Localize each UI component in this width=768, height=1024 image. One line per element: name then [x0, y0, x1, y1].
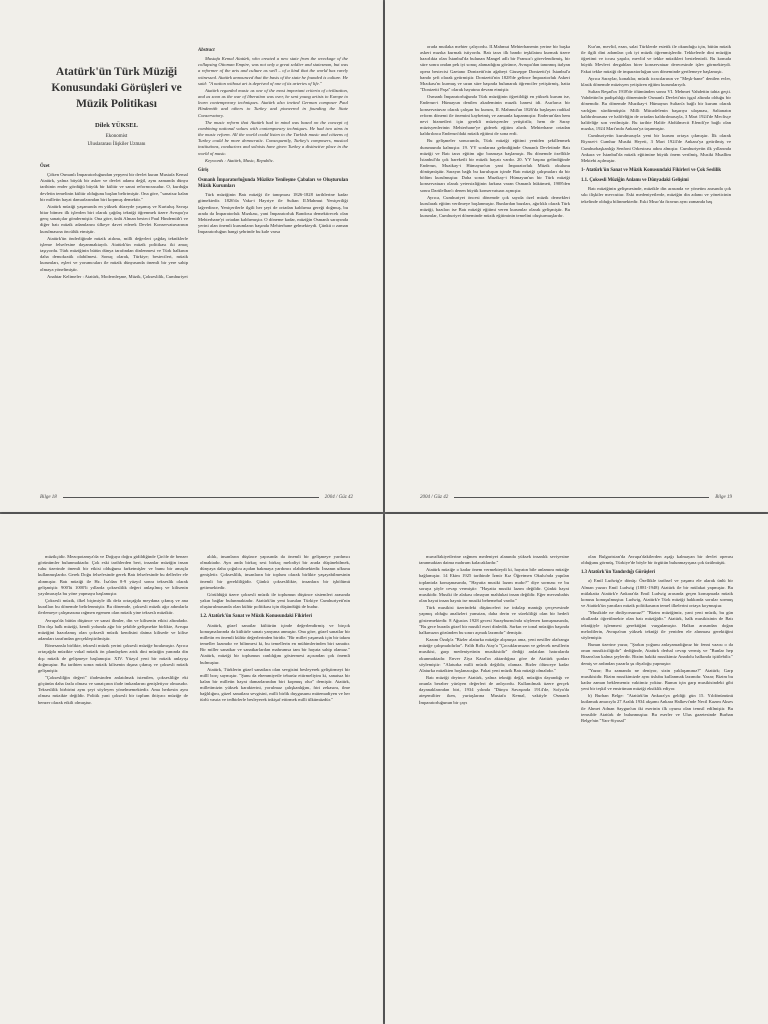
keywords-en: Keywords : Atatürk, Music, Republic. [205, 157, 275, 163]
paragraph: alılık, insanların düşünce yapısında da önemli bir gelişmeye yardımcı olmaktadır. Ayrı anda birkaç sesi birkaç melodiyi bir arada düşünebilmek, dünyaya daha çoğulcu açıdan bakmaya yardımcı olabilmektedir. İnsanın ufkunu genişletir. Çokseslilik, insanların bir toplum olarak birlikte yaşayabilmesinin önemli bir gerekliliğidir. Çünkü çokseslilikte, insanlara bir işbölümü getirmektedir. [200, 554, 350, 590]
paragraph: Çoksesli müzik, ilkel biçimiyle ilk defa ortaçağda meydana çıkmış ve ana kuralları bu dönemde belirlenmiştir. Bu dönemde, çoksesli müzik ağır adımlarla ilerlemeye çalışmasına rağmen egemen olan müzik yine tekseslı müziktir. [38, 598, 188, 616]
paragraph: Görüldüğü üzere çoksesli müzik ile toplumun düşünce sistemleri arasında yakın bağlar bulunmaktadır. Atatürk'ün yeni kurulan Türkiye Cumhuriyeti'nin oluşturulmasında olan kültür politikası için düşündüğü de budur. [200, 591, 350, 610]
subsection-heading: 1.1. Çoksesli Müziğin Anlamı ve Dünyadaki Gelişimi [581, 178, 689, 184]
author-name [44, 122, 189, 129]
paragraph: "Yazar; Bu zamanda ne deniyor, sizin yaklaşımınız?" Atatürk; Garp musikisidir. Bizim musikimizde aynı üslubu kullanmak lazımdır. Yazar; Bizim bu kadar zaman beklememiz vaktimiz yoktur. Bunun için garp musikisindeki gibi yeni bir teşkil ve enstrüman müziği eksiklik ediyor. [581, 667, 733, 692]
paragraph: Sultan Reşad'ın 1918'de ölümünden sonra VI. Mehmet Vahdettin tahta geçti. Vahdettin'in padişahlığı döneminde Osmanlı Devleti'nin işgal altında olduğu bir dönemdir. Bu dönemde Muzikay-i Hümayun Sultan'a bağlı bir kurum olarak varlığını sürdürmüştür. Milli Mücadelenin başarıya ulaşması, Saltanatın kaldırılmasına ve halifeliğin de ortadan kaldırılmasıyla, 3 Mart 1924'de Meclisçe halifeliğe son verilmiştir. Bu tarihte Halife Abdülmecit Efendi'ye bağlı olan mızıka, 1924 Mart'ında Ankara'ya taşınmıştır. [581, 89, 731, 132]
paragraph: The music reform that Atatürk had in mind was based on the concept of combining national values with contemporary techniques. He had two aims in the music reform. All the world could listen to the Turkish music and citizens of Turkey could be more democratic. Consequently, Turkey's composers, musical institutions, conductors and soloists have given Turkey a distinctive place in the world of music. [198, 119, 348, 156]
paragraph: Atatürk'ün önderliğinde müzik atılımı, milli değerleri çağdaş tekniklerle işleme felsefesine dayanmaktaydı. Atatürk'ün müzik politikası iki amaç taşıyordu. Türk müziğinin bütün dünya tarafından dinlenmesi ve Türk halkının daha demokratik olabilmesi. Sonuç olarak, Türkiye; bestecileri, müzik kurumları, eşleri ve yorumcuları ile müzik dünyasında önemli bir yere sahip olmaya yöneltmiştir. [40, 235, 188, 272]
page-1 [0, 0, 383, 512]
column-right [581, 554, 733, 1009]
column-right [200, 554, 350, 1009]
paragraph: orada mutlaka mehter çalıyordu. II.Mahmut Mehterhanenin yerine bir başka askeri mızıka kurmak istiyordu. Batı tarzı ilk bando teşkilatını kurmak üzere hazırlıkta olan İstanbul'da bulunan Mangel adlı bir Fransız'ı görevlendirmiş, bir süre sonra ondan pek iyi sonuç alamadığını görünce, Avrupa'dan tanınmış italyan opera bestecisi Gaetano Donizetti'nin ağabeyi Giuseppe Donizetti'yi İstanbul'a bando şefi olarak getirmiştir. Donizetti'nin 1828'de gelince İmparatorluk Askeri Mızıkası'nı kurmuş ve uzun süre başında bulunarak öğrenciler yetiştirmiş, hatta "Donizetti Paşa" olarak hayatına devam etmiştir. [420, 44, 570, 93]
abstract-heading: Abstract [198, 48, 215, 53]
paragraph: Cumhuriyetin kurulmasıyla yeni bir kurum ortaya çıkmıştır. İlk olarak Riyaset-i Cumhur Musiki Heyeti, 3 Mart 1924'de Ankara'ya getirilmiş ve Cumhurbaşkanlığı Senfoni Orkestrası adını almıştır. Cumhuriyetin ilk yıllarında Ankara ve İstanbul'da müzik eğitimine büyük önem verilmiş, Musiki Muallim Mektebi açılmıştır. [581, 133, 731, 163]
page-number: Bilge 19 [715, 495, 732, 500]
paragraph: Kazım Özalp'a "Bizler alaturka müziğe alışmışız ama, yeni nesiller alafranga müziğe çalışmalıdırlar". Falih Rıfkı Atay'a "Çocuklarımızın ve gelecek nesillerin musikisi, garp medeniyetinin musikisidir" dediği anlatılan hatıralarda okunmaktadır. Enver Ziya Karal'ın aktardığına göre de Atatürk şunları söylemiştir: "Alaturka milli müzik değildir, olamaz. Bizler ölünceye kadar Alaturka müzikten hoşlanacağız. Fakat yeni müzik Batı müziği olmalıdır." [419, 637, 569, 673]
footer-rule [454, 497, 709, 498]
paragraph: Rönesansla birlikte, teksesli müzik yerini çoksesli müziğe bırakmıştır. Ayrıca ortaçağda müzikte vokal müzik ön plandayken artık dini müziğin yanında din dışı müzik de gelişmeye başlamıştır. XIV. Yüzyıl yeni bir müzik anlayışı doğmuştur. Bu tarihten sonra müzik kilisenin dışına çıkmış ve çoksesli müzik gelişmiştir. [38, 643, 188, 673]
column-left [38, 554, 188, 1009]
author-affiliation [44, 133, 189, 149]
paragraph: Çöken Osmanlı İmparatorluğundan yepyeni bir devlet kuran Mustafa Kemal Atatürk, yalnız büyük bir asker ve devlet adamı değil, aynı zamanda dünya tarihinin ender gördüğü büyük bir kültür ve sanat reformcusudur. O, kurduğu devletin temelinin kültür olduğunu başlan belirtmiştir. Ona göre, "sanatsız kalan bir milletin hayat damarlarından biri kopmuş demektir." [40, 172, 188, 202]
section-heading: 1.3 Atatürk'ün Yandırdığı Görüşleri [581, 570, 655, 576]
paragraph: Atatürk regarded music as one of the most important criteria of civilization, and as soon as the war of liberation was over, he sent young artists to Europe to learn contemporary techniques. Atatürk also invited German composer Paul Hindemith and others to Turkey and pioneered in founding the State Conservatory. [198, 87, 348, 118]
paragraph: olan Bulgaristan'da Avrupa'dakilerden aşağı kalmayan bir devlet operası olduğunu görmüş, Türkiye'de böyle bir örgütün bulunmayışına çok üzülmüştü. [581, 554, 733, 566]
paragraph: Bu gelişmeler sonucunda, Türk müziği eğitimi yeniden şekillenmek durumunda kalmıştır. 19. YY sonlarına gelindiğinde Osmanlı Devletinde Batı müziği ve Batı tarzı eğitim ağır basmaya başlamıştı. Bu dönemde özellikle İstanbul'da çok hareketli bir müzik hayatı vardır. 20. YY başına gelindiğinde Enderun, Muzikay-i Hümayun'un yani İmparatorluk Müzik okulunu dönüşmüştür. Sarayın bağlı bu kuruluşun içinde Batı müziği çalışmaları da bir bölüm kurulmuştur. Daha sonra Muzikay-i Hümayun'un bir Türk müziği konservatuarı olarak yetersizliğinin farkına varan Osmanlı hükümeti, 1908'den sonra Darülelhan'ı denen büyük konservatuarı açmıştır. [420, 138, 570, 193]
paragraph: Atatürk müziğe o kadar önem vermekteydi ki, hayatın bile anlamını müziğe bağlamıştır. 14 Ekim 1925 tarihinde İzmir Kız Öğretmen Okulu'nda yapılan toplantıda konuşmasında, "Hayatta musiki lazım mıdır?" diye sorması ve bu soruya şöyle cevap vermiştir: "Hayatta musiki lazım değildir. Çünkü hayat musikidir. Musiki ile alakası olmayan mahlukat insan değildir. Eğer mevzubahis olan hayat insan hayatı ise musiki behemehal vardır." [419, 567, 569, 604]
author-text: Dilek YÜKSEL [95, 122, 138, 129]
ozet-heading: Özet [40, 164, 50, 169]
section-heading: Osmanlı İmparatorluğunda Müzikte Yenileşme Çabaları ve Oluşturulan Müzik Kurumları [198, 177, 348, 190]
section-heading: 1- Atatürk'ün Sanat ve Müzik Konusundaki Fikirleri ve Çok Seslilik [581, 167, 722, 173]
page-4 [385, 514, 768, 1024]
page-3 [0, 514, 383, 1024]
column-left [420, 44, 570, 484]
page-number: Bilge 18 [40, 495, 57, 500]
paragraph: Mustafa Kemal Atatürk, who created a new state from the wreckage of the collapsing Ottoman Empire, was not only a great soldier and statesman, but was a reformer of the arts and culture as well – of a kind that the world has rarely witnessed. Atatürk announced that the basis of the state he founded is culture. He said: "A nation without art is deprived of one of its arteries of life." [198, 56, 348, 86]
column-right [581, 44, 731, 484]
abstract-column [198, 44, 348, 489]
paragraph: a) Emil Ludwig'e dönüş: Özellikle tarihsel ve yaşamı ele alarak ünlü bir Alman yazarı Emil Ludwig (1881-1948) Atatürk ile bir mülakat yapmıştır. Bu mülakatta Atatürk'e Ankara'da Emil Ludwig arasında geçen konuşmada müzik konusu konuşulmuştur. Ludwig, Atatürk'e Türk müziği hakkında sorular sormuş ve Atatürk'ün yanıtları müzik politikasının temel ilkelerini ortaya koymuştur. [581, 578, 733, 609]
page-2 [385, 0, 768, 512]
issue-label: 2004 / Güz 42 [324, 495, 353, 500]
paragraph: muvaffakiyetlerine rağmen medeniyet alanında yüksek insanlık seviyesine tanınmaktan daima mahrum kalacaklardır." [419, 554, 569, 566]
paragraph: Bunun üzerine yazar, "Şarkın yoğunu anlayamadığınız bir fenni vazısı o da onun musikiciliğidir" dediğinde, Atatürk derhal cevap vermiş ve "Bunlar hep Bizans'tan kalma şeylerdir. Bizim hakiki musikimiz Anadolu halkında işitilebilir." demiş ve ardından yazarla şu diyaloğu yapmıştır: [581, 642, 733, 666]
paragraph: Türk müziğinin Batı müziği ile tanışması 1826-1828 tarihlerine kadar gitmektedir. 1826'da Vaka-i Hayriye ile Sultan II.Mahmut Yeniçeriliği lağvedince, Yeniçerilerle ilgili her şeyi de ortadan kaldırma gereği doğmuş, bu arada da İmparatorluk Mızıkası, yani İmparatorluk Bandosu demektirecek olan Mehterhane'yi ortadan kaldırmıştır. O döneme kadar, müziğin Osmanlı sarayında yerini alan önemli kurumların başında Mehterhane gelmekteydi. Çünkü o zaman İmparatorluğun hangi şehrinde bu kale varsa [198, 192, 348, 235]
section-heading: 1.2. Atatürk'ün Sanat ve Müzik Konusundaki Fikirleri [200, 614, 312, 620]
paragraph: Ayrıca, Cumhuriyet öncesi dönemde çok sayıda özel müzik dernekleri kurularak eğitim verilmeye başlanmıştır. Bunlardan bazıları, ağırlıklı olarak Türk müziği, bazıları ise Batı müziği eğitimi veren kurumlar olarak gelişmiştir. Bu kurumlar, Cumhuriyet döneminde müzik eğitiminin temelini oluşturmuşlardır. [420, 194, 570, 219]
paragraph: "Musikide ne dinliyorsunuz?" "Bizim müziğimiz, yani yeni müzik, bu gün okullarda öğretilmekte olan batı müziğidir." Atatürk, halk musikisinin de Batı tekniğiyle işlenmesi gerektiğini vurgulamıştır. Halkın arasından doğan melodilerin, Avrupa'nın yüksek tekniği ile yeniden ele alınması gerektiğini söylemiştir. [581, 610, 733, 640]
issue-label: 2004 / Güz 42 [420, 495, 449, 500]
paragraph: Atatürk müziği yaşamında en yüksek düzeyde yaşamış ve Kurtuluş Savaşı bitar bitmez ilk işlerden biri olarak çağdaş tekniği öğrenmek üzere Avrupa'ya genç sanatçılar göndermiştir. Ona göre, ünlü Alman besteci Paul Hindemith'i ve diğer batı müzik adamlarını ülkeye davet ederek Devlet Konservatuvarının kurulmasına öncülük etmiştir. [40, 203, 188, 234]
page-footer [420, 495, 732, 500]
article-title: Atatürk'ün Türk Müziği Konusundaki Görüşleri ve Müzik Politikası [51, 66, 182, 110]
affiliation-line-2: Uluslararası İlişkiler Uzmanı [87, 142, 146, 147]
paragraph: Batı müziğinin gelişmesinde, müzikle din arasında ve yönetim arasında çok sıkı ilişkiler mevcuttur. Eski medeniyetlerde, müziğin din adamı ve yöneticinin tekelinde olduğu bilinmektedir. Eski Mısır'da firavun aynı zamanda baş [581, 186, 731, 204]
paragraph: Atatürk, Türklerin güzel sanatlara olan sevgisini besleyerek geliştirmeyi bir millî borç saymıştır. "Şunu da ehemmiyetle tebarüz ettirmeliyim ki, sanatsız bir kalan bir milletin hayat damarlarından biri kopmuş olur" demiştir. Atatürk, milletimizin yüksek karakterini, yorulmaz çalışkanlığını, fıtri zekasını, ilme bağlılığını, güzel sanatlara sevgisini, milli birlik duygusunu mütemadiyen ve her türlü vasıta ve tedbirlerle besleyerek inkişaf ettirmek milli ülkümüzdür." [200, 666, 350, 703]
page-footer [40, 495, 353, 500]
paragraph: Atatürk, güzel sanatlar kültürün içinde değerlendirmiş ve birçok konuşmalarında da kültürle sanatı yanyana anmıştır. Ona göre, güzel sanatlar bir milletin en önemli kültür değerlerinden biridir. "Bir millet yaşamak için bir takım temeller lazımdır ve bilinmesi ki, bu temellerin en mühimlerinden biri sanattır. Bir miller sanatkar ve sanatkarlardan mahrumsa tam bir hayata sahip olamaz." Atatürk, müziği bir toplumun canlılığını göstermesi açısından çok önemli bulmuştur. [200, 622, 350, 665]
paragraph: "Çokseslilğin değeri" ifadesinden anlatılmak istenilen, çoksesliliğe eki göçünün daha fazla olması ve sanatçının ifade imkanlarını genişletiyor olmasıdır. Tekseslilik birbirini aynı şeyi söyleyen yönelmemektedir. Ama herkesin aynı olması müzikte değildir. Politik yani çoksesli bir toplum ihtiyacı müziğe de benzer olarak etkili olmuştur. [38, 674, 188, 705]
ozet-column [40, 160, 188, 485]
paragraph: Ayrıca Saraylar, konaklar, müzik icracılarının ve "Meşk-hane" denilen evler, klasik dönemde müzisyen yetiştiren eğitim kurumlarıydı. [581, 75, 731, 87]
paragraph: b) Burhan Belge: "Atatürk'ün Ankara'ya geldiği gün 15. Yıldönümünü kutlamak amacıyla 27 Aralık 1934 akşamı Ankara Halkevi'nde Necil Kazım Akses ile Ahmet Adnan Saygun'un iki eserinin ilk oyunu olan temsil edilmiştir. Bu temsilde Atatürk de bulunmuştur. Bu eserler ve Ulus gazetesinde Burhan Belge'nin "Yarı-Siyasal" [581, 693, 733, 723]
paragraph: Kur'an, mevlid, ezan, salat Türklerde estetik ile okunduğu için, bütün müzik ile ilgili dini adamları çok iyi müzik öğrenmişlerdir. Tekkelerde dini müziğin öğretimi ve icrası yapılır, mevlid ve tekke müzikleri bestelenirdi. Bu konuda büyük Mevlevi dergahları birer konservatuar derecesinde işlev görmekteydi. Fakat tekke müziği de imparatorluğun son döneminde gerilemeye başlamıştı. [581, 44, 731, 74]
column-left [419, 554, 569, 1009]
footer-rule [63, 497, 319, 498]
paragraph: Batı müziği deyince Atatürk, yalnız tekniği değil, müziğin dayandığı ve onunla beraber yürüyen değerleri de anlıyordu. Kullanılmak üzere gerçek dayanaklarından biri, 1934 yılında "Dünya Savaşında 1914'de, Sofya'da ateşemiliter iken, yurtaşlarına Mustafa Kemal, vaktiyle Osmanlı İmparatorluğunun bir çayı [419, 674, 569, 705]
paragraph: müzikçidir. Mezopotamya'da ve Doğuya doğru gidildiğinde Çin'de de benzer görünümler bulunmaktadır. Çok eski tarihlerden beri, insanlar müziğin insan ruhu üzerinde önemli bir etkisi olduğunu farketmişler ve bunu bir amaçla kullanmışlardır. Gerek Doğu felsefesinde gerek Batı felsefesinde bu dellerler ele alınmıştır. Batı müziği ile Hz. İsa'dan 8-9 yüzyıl sonra tekseslik olarak gelişmiştir. 900'lü 1000'li yıllarda çokseslilik değeri anlaşılmış ve kilisenin yayılmasıyla bu yöne yapmaya başlamıştır. [38, 554, 188, 596]
keywords-tr: Anahtar Kelimeler : Atatürk, Modernleşme, Müzik, Çokseslilik, Cumhuriyet [47, 273, 188, 279]
paragraph: Avrupa'da bütün düşünce ve sanat ilimler, din ve kilisenin etkisi altındadır. Din dışı halk müziği, kendi yolunda ağır bir şekilde gelişmekte birlikte, Avrupa müziğini hazırlamış olan çoksesli müzik kendisini daima kilisede ve kilise adamları tarafından gerçekleştirilmiştir. [38, 617, 188, 642]
affiliation-line-1: Ekonomist [105, 134, 128, 139]
paragraph: Osmanlı İmparatorluğunda Türk müziğinin öğretildiği en yüksek kurum ise, Enderun-i Hümayun denilen akademinin muzik lıanesi idi. Asırlarca bir konservatuvar olarak çalışan bu kurum, II. Mahmut'un 1826'da başlayan radikal reform dönemi ile önemini kaybetmiş ve zamanla kapanmıştır. Enderun'dan hem nevi hizmetleri için gerekli müzisyenler yetiştirilir, hem de Saray müzisyenlerinin Mehterhane'ye giderek eğitim alırdı. Mehterhane ortadan kaldırılınca Enderun'daki müzik eğitimi de sona erdi. [420, 94, 570, 137]
giris-heading: Giriş [198, 167, 209, 173]
paragraph: Türk musikisi üzerindeki düşünceleri ise inkılap mantığı çerçevesinde yapmış olduğu analizleri yansıtan, daha derin ve sürekliliği olan bir hedefi göstermektedir. 8 Ağustos 1928 gecesi Sarayburnu'nda söylenen konuşmasında, "Bu gece burada güzel bir musikî eseri dinledik. Sarkın ve tonal müziğin başında halkımızın gözünden bu sınırı açmak lazımdır" demiştir. [419, 605, 569, 635]
